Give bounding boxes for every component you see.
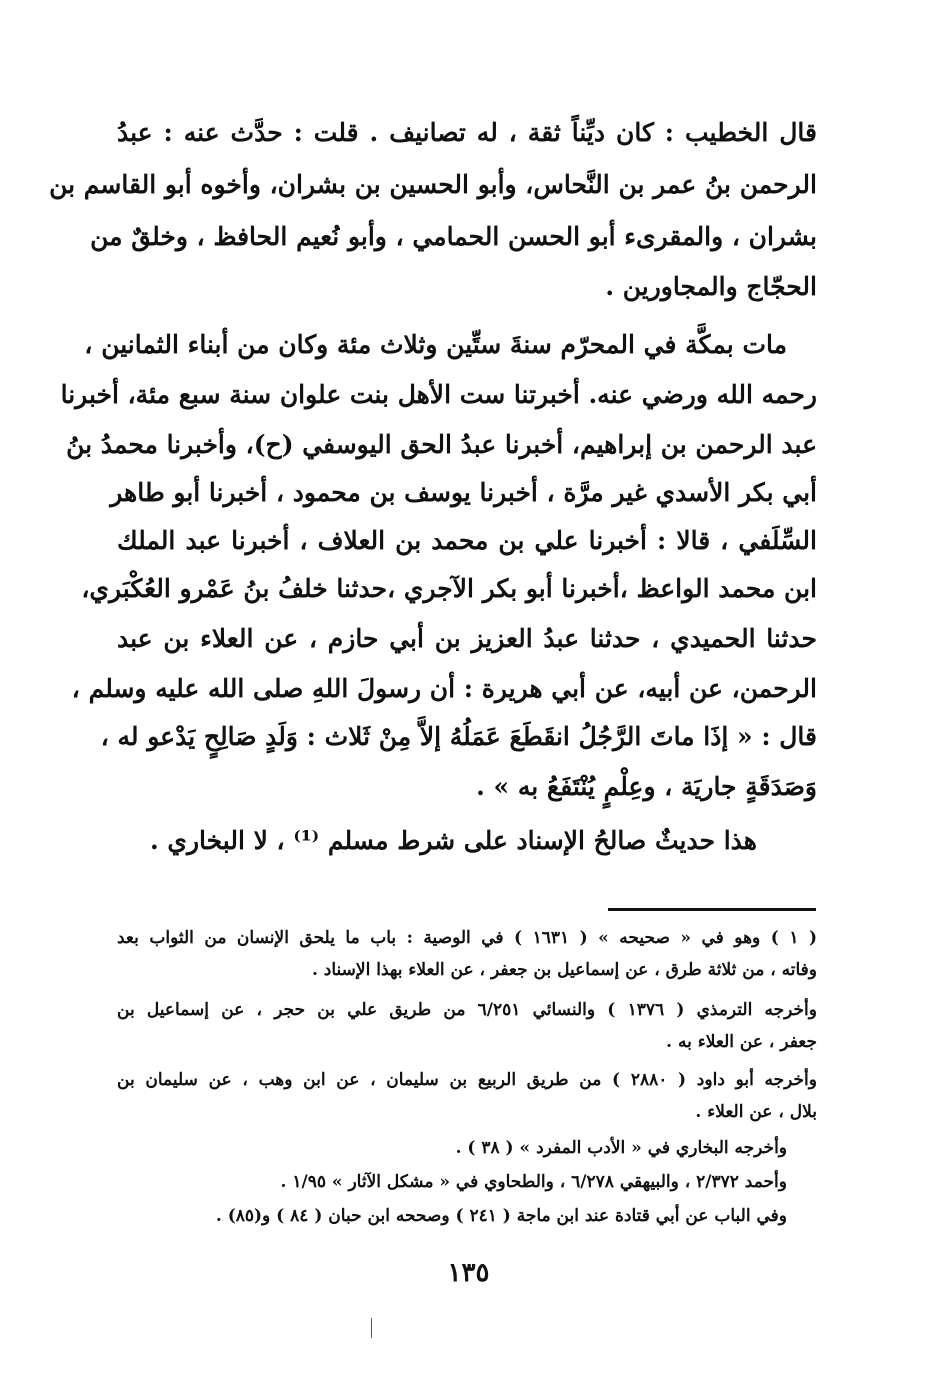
- body-line: ابن محمد الواعظ ،أخبرنا أبو بكر الآجري ،حدثنا خلفُ بنُ عَمْرو العُكْبَري،: [81, 574, 817, 603]
- page-number: ١٣٥: [447, 1258, 490, 1288]
- body-line: مات بمكَّة في المحرّم سنةَ ستِّين وثلاث مئة وكان من أبناء الثمانين ،: [84, 330, 787, 359]
- footnote-line: جعفر ، عن العلاء به .: [666, 1032, 817, 1052]
- body-line: رحمه الله ورضي عنه. أخبرتنا ست الأهل بنت علوان سنة سبع مئة، أخبرنا: [60, 380, 817, 409]
- hadith-line: قال : « إذَا ماتَ الرَّجُلُ انقَطَعَ عَمَلُهُ إلاَّ مِنْ ثَلاث : وَلَدٍ صَالِحٍ يَدْعو له ،: [100, 722, 817, 751]
- body-line: الحجّاج والمجاورين .: [605, 272, 817, 301]
- footnote-line: وأخرجه البخاري في « الأدب المفرد » ( ٣٨ ) .: [455, 1138, 787, 1158]
- hadith-line: وَصَدَقَةٍ جاريَة ، وعِلْمٍ يُنْتَفَعُ به » .: [476, 772, 817, 801]
- body-line: عبد الرحمن بن إبراهيم، أخبرنا عبدُ الحق اليوسفي (ح)، وأخبرنا محمدُ بنُ: [66, 430, 817, 459]
- scan-mark: [371, 1318, 372, 1338]
- footnote-line: وفي الباب عن أبي قتادة عند ابن ماجة ( ٢٤١ ) وصححه ابن حبان ( ٨٤ ) و(٨٥) .: [215, 1206, 787, 1226]
- footnote-line: بلال ، عن العلاء .: [695, 1102, 817, 1122]
- body-line: بشران ، والمقرىء أبو الحسن الحمامي ، وأبو نُعيم الحافظ ، وخلقٌ من: [90, 222, 817, 251]
- body-line: قال الخطيب : كان ديِّناً ثقة ، له تصانيف . قلت : حدَّث عنه : عبدُ: [117, 118, 817, 147]
- footnote-line: وفاته ، من ثلاثة طرق ، عن إسماعيل بن جعفر ، عن العلاء بهذا الإسناد .: [311, 960, 817, 980]
- footnote-line: وأحمد ٢/٣٧٢ ، والبيهقي ٦/٢٧٨ ، والطحاوي في « مشكل الآثار » ١/٩٥ .: [280, 1172, 787, 1192]
- grading-line: هذا حديثٌ صالحُ الإسناد على شرط مسلم ⁽¹⁾ ، لا البخاري .: [149, 826, 757, 855]
- footnote-separator: [608, 908, 816, 911]
- body-line: الرحمن، عن أبيه، عن أبي هريرة : أن رسولَ اللهِ صلى الله عليه وسلم ،: [71, 674, 817, 703]
- body-line: أبي بكر الأسدي غير مرَّة ، أخبرنا يوسف بن محمود ، أخبرنا أبو طاهر: [110, 478, 817, 507]
- footnote-line: وأخرجه أبو داود ( ٢٨٨٠ ) من طريق الربيع بن سليمان ، عن ابن وهب ، عن سليمان بن: [117, 1070, 817, 1090]
- footnote-line: ( ١ ) وهو في « صحيحه » ( ١٦٣١ ) في الوصية : باب ما يلحق الإنسان من الثواب بعد: [117, 928, 817, 948]
- body-line: حدثنا الحميدي ، حدثنا عبدُ العزيز بن أبي حازم ، عن العلاء بن عبد: [117, 624, 817, 653]
- footnote-line: وأخرجه الترمذي ( ١٣٧٦ ) والنسائي ٦/٢٥١ من طريق علي بن حجر ، عن إسماعيل بن: [117, 1000, 817, 1020]
- body-line: الرحمن بنُ عمر بن النَّحاس، وأبو الحسين بن بشران، وأخوه أبو القاسم بن: [49, 170, 817, 199]
- body-line: السِّلَفي ، قالا : أخبرنا علي بن محمد بن العلاف ، أخبرنا عبد الملك: [117, 526, 817, 555]
